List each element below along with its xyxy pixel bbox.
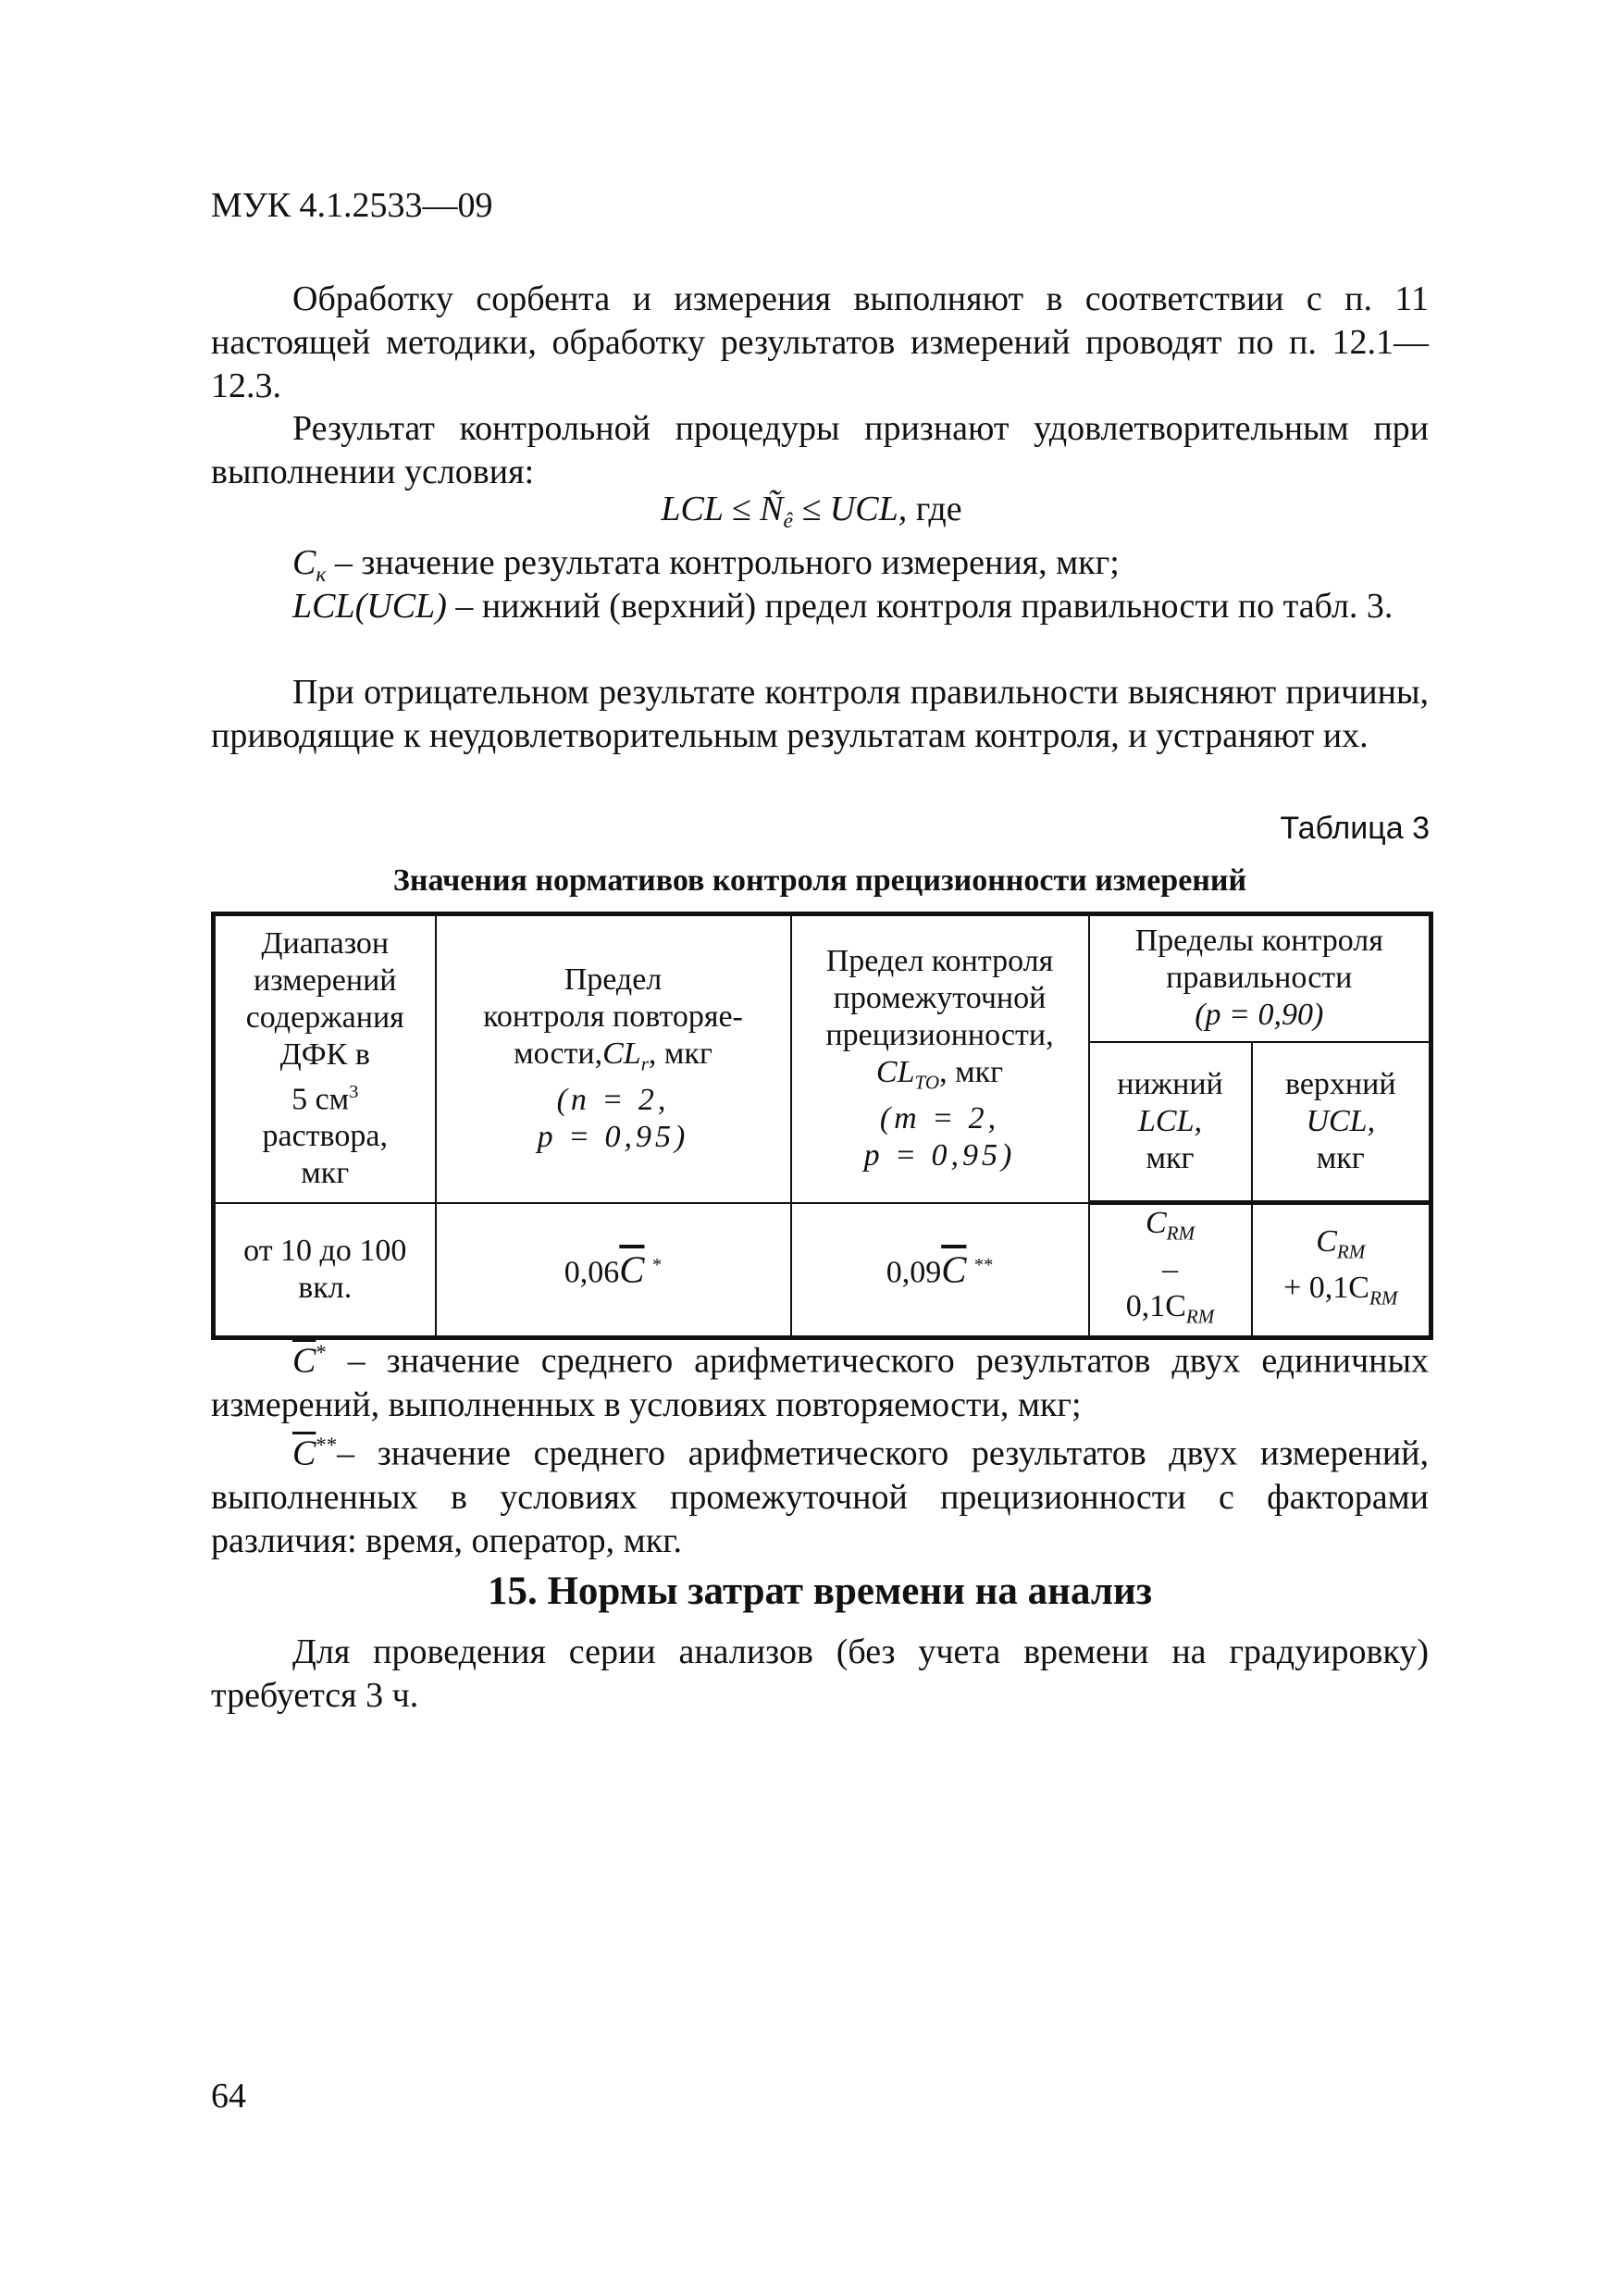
footnote-repeatability: $\overline{C}^*$ – значение среднего арифметического результатов двух единичных измерений, выполненных в условиях повторяемости, мкг; [211, 1341, 1429, 1424]
footnote-intermediate: $\overline{C}^{**}-$ значение среднего арифметического результатов двух измерений, выполненных в условиях промежуточной прецизионности с факторами различия: время, оператор, мкг. [211, 1433, 1429, 1560]
cell-range: от 10 до 100 вкл. [214, 1203, 436, 1338]
cell-repeatability: $0,06\overline{C}$ * [436, 1203, 791, 1338]
table-label: Таблица 3 [1280, 811, 1430, 846]
header-upper-limit: верхний UCL, мкг [1252, 1042, 1431, 1203]
header-repeatability: Предел контроля повторяе- $мости,CL_r$, мкг (n = 2, p = 0,95) [436, 914, 791, 1203]
paragraph-negative-result: При отрицательном результате контроля правильности выясняют причины, приводящие к неудовлетворительным результатам контроля, и устраняют их. [211, 673, 1429, 755]
precision-norms-table [211, 912, 1433, 1340]
header-lower-limit: нижний LCL, мкг [1089, 1042, 1252, 1203]
table-title: Значения нормативов контроля прецизионности измерений [392, 863, 1247, 898]
lcl-symbol: LCL(UCL) [292, 587, 447, 626]
formula-right: ≤ UCL, [792, 490, 908, 528]
cell-lower-limit: $C_{RM}$ – $0,1C_{RM}$ [1089, 1203, 1252, 1338]
cell-intermediate: $0,09\overline{C}$ ** [791, 1203, 1089, 1338]
formula-left-sub: ê [783, 509, 793, 534]
header-range: Диапазон измерений содержания ДФК в 5 $см^3$ раствора, мкг [214, 914, 436, 1203]
note1-text: – значение среднего арифметического результатов двух единичных измерений, выполненных в условиях повторяемости, мкг; [211, 1341, 1429, 1424]
page-number: 64 [211, 2077, 246, 2116]
definition-lcl [211, 585, 1429, 628]
note2-text: – значение среднего арифметического результатов двух измерений, выполненных в условиях промежуточной прецизионности с факторами различия: время, оператор, мкг. [211, 1433, 1429, 1560]
formula-left: LCL ≤ Ñ [661, 490, 784, 528]
ck-text: – значение результата контрольного измерения, мкг; [326, 543, 1120, 582]
control-formula [0, 489, 1623, 534]
note2-symbol: $\overline{C}$ [292, 1433, 316, 1473]
cell-upper-limit: $C_{RM}$ + $0,1C_{RM}$ [1252, 1203, 1431, 1338]
document-header: МУК 4.1.2533—09 [211, 186, 493, 225]
paragraph-time-norms: Для проведения серии анализов (без учета времени на градуировку) требуется 3 ч. [211, 1632, 1429, 1715]
header-intermediate-precision: Предел контроля промежуточной прецизионности, $CL_{TO}$, мкг (m = 2, p = 0,95) [791, 914, 1089, 1203]
paragraph-control-result: Результат контрольной процедуры признают удовлетворительным при выполнении условия: [211, 409, 1429, 491]
note1-symbol: $\overline{C}$ [292, 1341, 316, 1381]
ck-symbol: С [292, 543, 316, 582]
lcl-text: – нижний (верхний) предел контроля правильности по табл. 3. [446, 587, 1394, 626]
formula-tail: где [915, 490, 962, 528]
table-row [214, 1203, 1431, 1338]
section-title: 15. Нормы затрат времени на анализ [487, 1570, 1153, 1613]
ck-symbol-sub: к [316, 563, 327, 588]
header-accuracy-limits: Пределы контроля правильности (p = 0,90) [1089, 914, 1431, 1042]
paragraph-processing: Обработку сорбента и измерения выполняют в соответствии с п. 11 настоящей методики, обработку результатов измерений проводят по п. 12.1—12.3. [211, 279, 1429, 405]
